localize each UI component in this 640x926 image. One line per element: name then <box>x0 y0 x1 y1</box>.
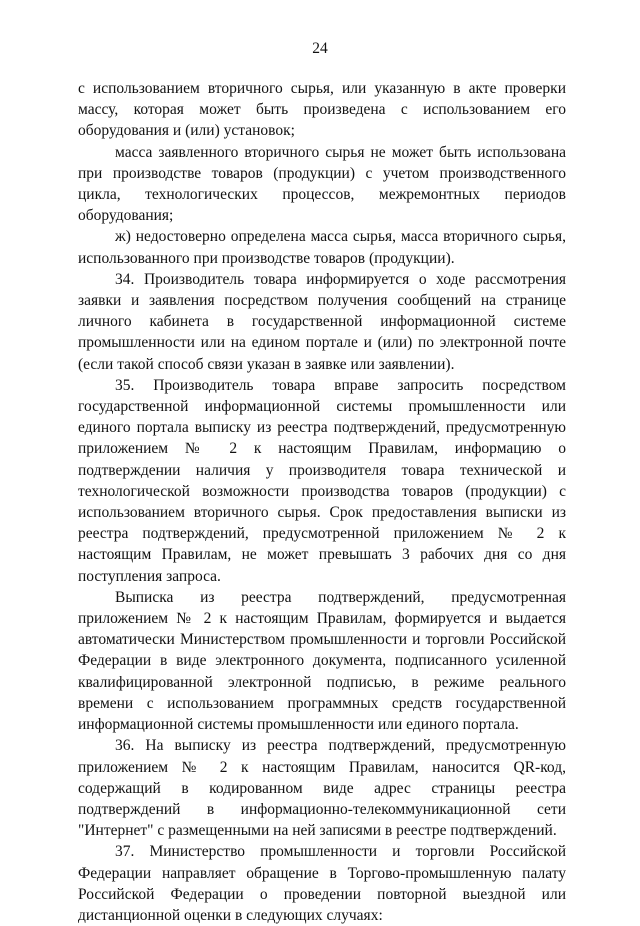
paragraph-extract: Выписка из реестра подтверждений, предусмотренная приложением № 2 к настоящим Правилам, формируется и выдается автоматически Министерством промышленности и торговли Российской Федерации в виде электронного документа, подписанного усиленной квалифицированной электронной подписью, в режиме реального времени с использованием программных средств государственной информационной системы промышленности или единого портала. <box>78 588 566 734</box>
document-body <box>78 78 566 926</box>
paragraph-continuation: с использованием вторичного сырья, или указанную в акте проверки массу, которая может быть произведена с использованием его оборудования и (или) установок; <box>78 80 566 140</box>
paragraph-mass-not-usable: масса заявленного вторичного сырья не может быть использована при производстве товаров (продукции) с учетом производственного цикла, технологических процессов, межремонтных периодов оборудования; <box>78 143 566 225</box>
paragraph-36: 36. На выписку из реестра подтверждений, предусмотренную приложением № 2 к настоящим Правилам, наносится QR-код, содержащий в кодированном виде адрес страницы реестра подтверждений в информационно-телекоммуникационной сети "Интернет" с размещенными на ней записями в реестре подтверждений. <box>78 737 566 840</box>
paragraph-35: 35. Производитель товара вправе запросить посредством государственной информационной системы промышленности или единого портала выписку из реестра подтверждений, предусмотренную приложением № 2 к настоящим Правилам, информацию о подтверждении наличия у производителя товара технической и технологической возможности производства товаров (продукции) с использованием вторичного сырья. Срок предоставления выписки из реестра подтверждений, предусмотренной приложением № 2 к настоящим Правилам, не может превышать 3 рабочих дня со дня поступления запроса. <box>78 376 566 585</box>
paragraph-item-zh: ж) недостоверно определена масса сырья, масса вторичного сырья, использованного при производстве товаров (продукции). <box>78 228 566 267</box>
page-number: 24 <box>312 40 328 57</box>
paragraph-37: 37. Министерство промышленности и торговли Российской Федерации направляет обращение в Торгово-промышленную палату Российской Федерации о проведении повторной выездной или дистанционной оценки в следующих случаях: <box>78 843 566 924</box>
paragraph-34: 34. Производитель товара информируется о ходе рассмотрения заявки и заявления посредством получения сообщений на странице личного кабинета в государственной информационной системе промышленности или на едином портале и (или) по электронной почте (если такой способ связи указан в заявке или заявлении). <box>78 270 566 373</box>
